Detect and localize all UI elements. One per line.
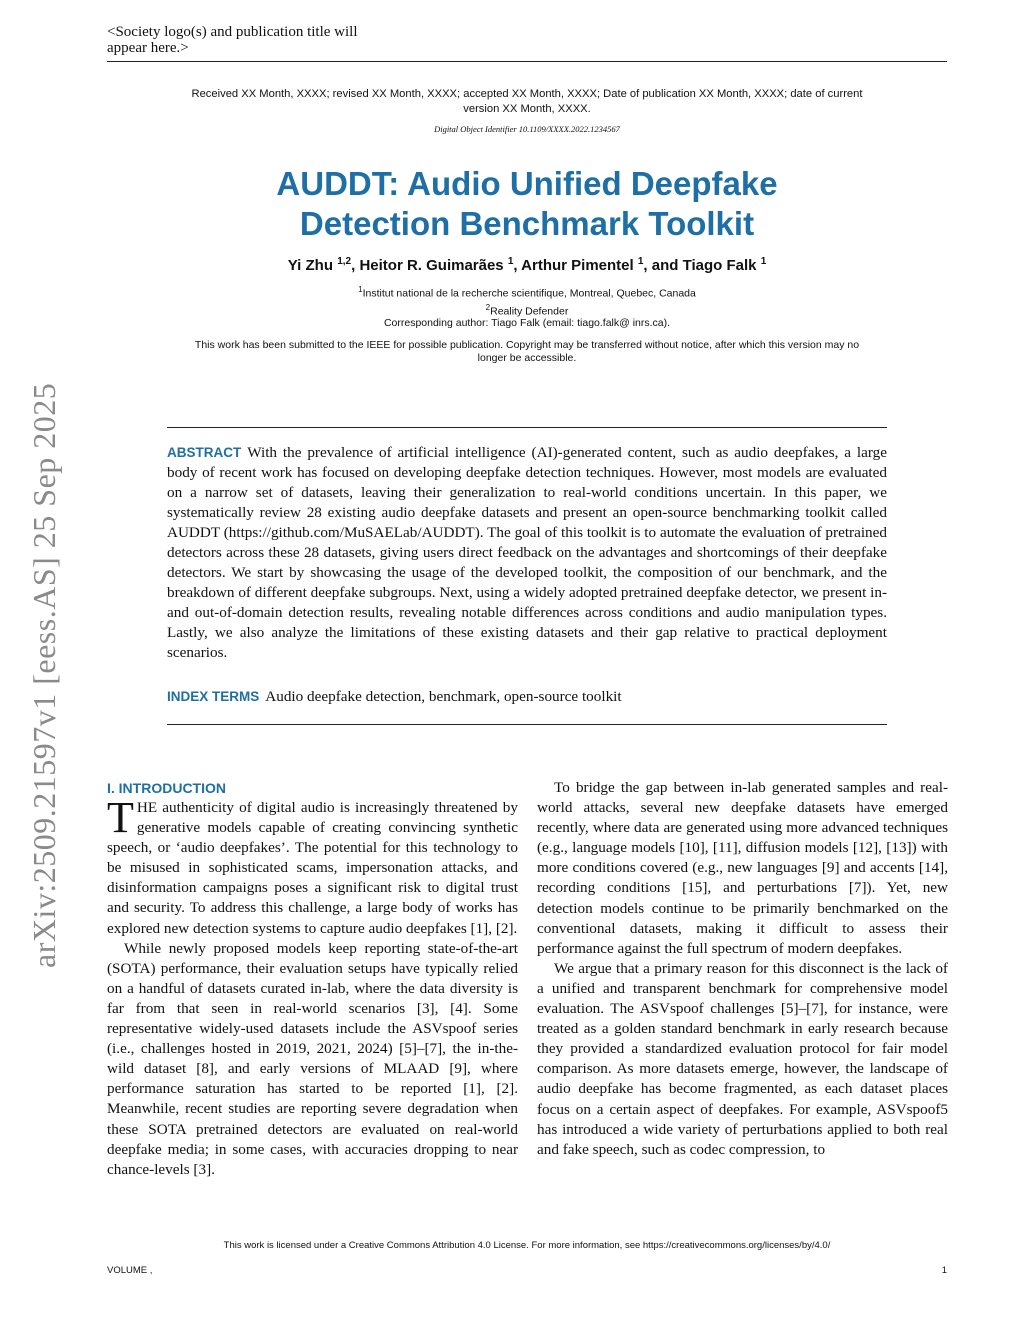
author-affil-mark: 1 <box>760 256 767 267</box>
arxiv-stamp: arXiv:2509.21597v1 [eess.AS] 25 Sep 2025 <box>26 382 62 968</box>
author-name: Yi Zhu <box>287 257 334 274</box>
intro-paragraph-1-text: HE authenticity of digital audio is increasingly threatened by generative models capable of creating convincing synthetic speech, or ‘audio deepfakes’. The potential for this technology to be misused in sophisticated scams, impersonation attacks, and disinformation campaigns poses a significant risk to digital trust and security. To address this challenge, a large body of works has explored new detection systems to capture audio deepfakes [1], [2]. <box>107 799 518 937</box>
title-line-2: Detection Benchmark Toolkit <box>299 205 755 242</box>
intro-paragraph-4: We argue that a primary reason for this disconnect is the lack of a unified and transparent benchmark for comprehensive model evaluation. The ASVspoof challenges [5]–[7], for instance, were treated as a golden standard benchmark in early research because they provided a standardized evaluation protocol for fair model comparison. As more datasets emerge, however, the landscape of audio deepfake has become fragmented, as each dataset places focus on a certain aspect of deepfakes. For example, ASVspoof5 has introduced a wide variety of perturbations applied to both real and fake speech, such as codec compression, to <box>537 959 948 1158</box>
affiliations <box>107 283 947 318</box>
index-terms-label: INDEX TERMS <box>167 689 260 704</box>
author-list <box>107 256 947 274</box>
index-terms-text: Audio deepfake detection, benchmark, open-source toolkit <box>265 688 622 705</box>
author-affil-mark: 1,2 <box>337 256 352 267</box>
abstract <box>167 443 887 663</box>
received-dates: Received XX Month, XXXX; revised XX Month, XXXX; accepted XX Month, XXXX; Date of publication XX Month, XXXX; date of current version XX Month, XXXX. <box>191 88 863 115</box>
paper-title <box>107 164 947 244</box>
intro-paragraph-3: To bridge the gap between in-lab generated samples and real-world attacks, several new deepfake datasets have emerged recently, where data are generated using more advanced techniques (e.g., language models [10], [11], diffusion models [12], [13]) with more conditions covered (e.g., new languages [9] and accents [14], recording conditions [15], and perturbations [7]). Yet, new detection models continue to be primarily benchmarked on the conventional datasets, making it difficult to assess their performance against the full spectrum of modern deepfakes. <box>537 779 948 957</box>
author-name: Heitor R. Guimarães <box>359 257 504 274</box>
author-separator: , <box>351 257 360 274</box>
abstract-top-rule <box>167 427 887 428</box>
affiliation-item <box>107 283 947 301</box>
index-terms <box>167 687 887 707</box>
affiliation-text: Institut national de la recherche scientifique, Montreal, Quebec, Canada <box>362 287 696 300</box>
right-column <box>537 778 948 1160</box>
section-heading-introduction: I. INTRODUCTION <box>107 780 226 796</box>
author-separator: , <box>513 257 522 274</box>
license-notice: This work is licensed under a Creative Commons Attribution 4.0 License. For more information, see https://creativecommons.org/licenses/by/4.0/ <box>223 1240 831 1251</box>
volume-label: VOLUME , <box>107 1265 153 1276</box>
affiliation-item <box>107 301 947 319</box>
submission-notice: This work has been submitted to the IEEE for possible publication. Copyright may be transferred without notice, after which this version may no longer be accessible. <box>194 339 860 364</box>
header-rule <box>107 61 947 62</box>
affiliation-mark: 2 <box>485 302 491 312</box>
intro-paragraph-1 <box>107 793 518 939</box>
affiliation-mark: 1 <box>358 285 363 294</box>
page-number: 1 <box>941 1265 947 1276</box>
affiliation-text: Reality Defender <box>490 305 569 317</box>
title-line-1: AUDDT: Audio Unified Deepfake <box>276 165 778 202</box>
author-affil-mark: 1 <box>637 256 644 267</box>
doi: Digital Object Identifier 10.1109/XXXX.2022.1234567 <box>434 124 620 134</box>
abstract-label: ABSTRACT <box>167 445 242 460</box>
left-column <box>107 778 518 1180</box>
author-name: Tiago Falk <box>682 257 757 274</box>
author-name: Arthur Pimentel <box>521 257 634 274</box>
author-affil-mark: 1 <box>507 256 514 267</box>
abstract-bottom-rule <box>167 724 887 725</box>
intro-paragraph-2: While newly proposed models keep reporting state-of-the-art (SOTA) performance, their evaluation setups have typically relied on a handful of datasets curated in-lab, where the data diversity is far from that seen in real-world scenarios [3], [4]. Some representative widely-used datasets include the ASVspoof series (i.e., challenges hosted in 2019, 2021, 2024) [5]–[7], the in-the-wild dataset [8], and early versions of MLAAD [9], where performance saturation has started to be reported [1], [2]. Meanwhile, recent studies are reporting severe degradation when these SOTA pretrained detectors are evaluated on real-world deepfake media; in some cases, with accuracies dropping to near chance-levels [3]. <box>107 939 518 1178</box>
author-separator: , and <box>643 257 683 274</box>
drop-cap: T <box>107 793 134 842</box>
corresponding-author: Corresponding author: Tiago Falk (email: tiago.falk@ inrs.ca). <box>383 317 671 329</box>
society-placeholder: <Society logo(s) and publication title will appear here.> <box>107 24 358 56</box>
abstract-text: With the prevalence of artificial intelligence (AI)-generated content, such as audio deepfakes, a large body of recent work has focused on developing deepfake detection techniques. However, most models are evaluated on a narrow set of datasets, leaving their generalization to real-world conditions uncertain. In this paper, we systematically review 28 existing audio deepfake datasets and present an open-source benchmarking toolkit called AUDDT (https://github.com/MuSAELab/AUDDT). The goal of this toolkit is to automate the evaluation of pretrained detectors across these 28 datasets, giving users direct feedback on the advantages and shortcomings of their deepfake detectors. We start by showcasing the usage of the developed toolkit, the composition of our benchmark, and the breakdown of different deepfake subgroups. Next, using a widely adopted pretrained deepfake detector, we present in- and out-of-domain detection results, revealing notable differences across conditions and audio manipulation types. Lastly, we also analyze the limitations of these existing datasets and their gap relative to practical deployment scenarios. <box>167 444 887 661</box>
